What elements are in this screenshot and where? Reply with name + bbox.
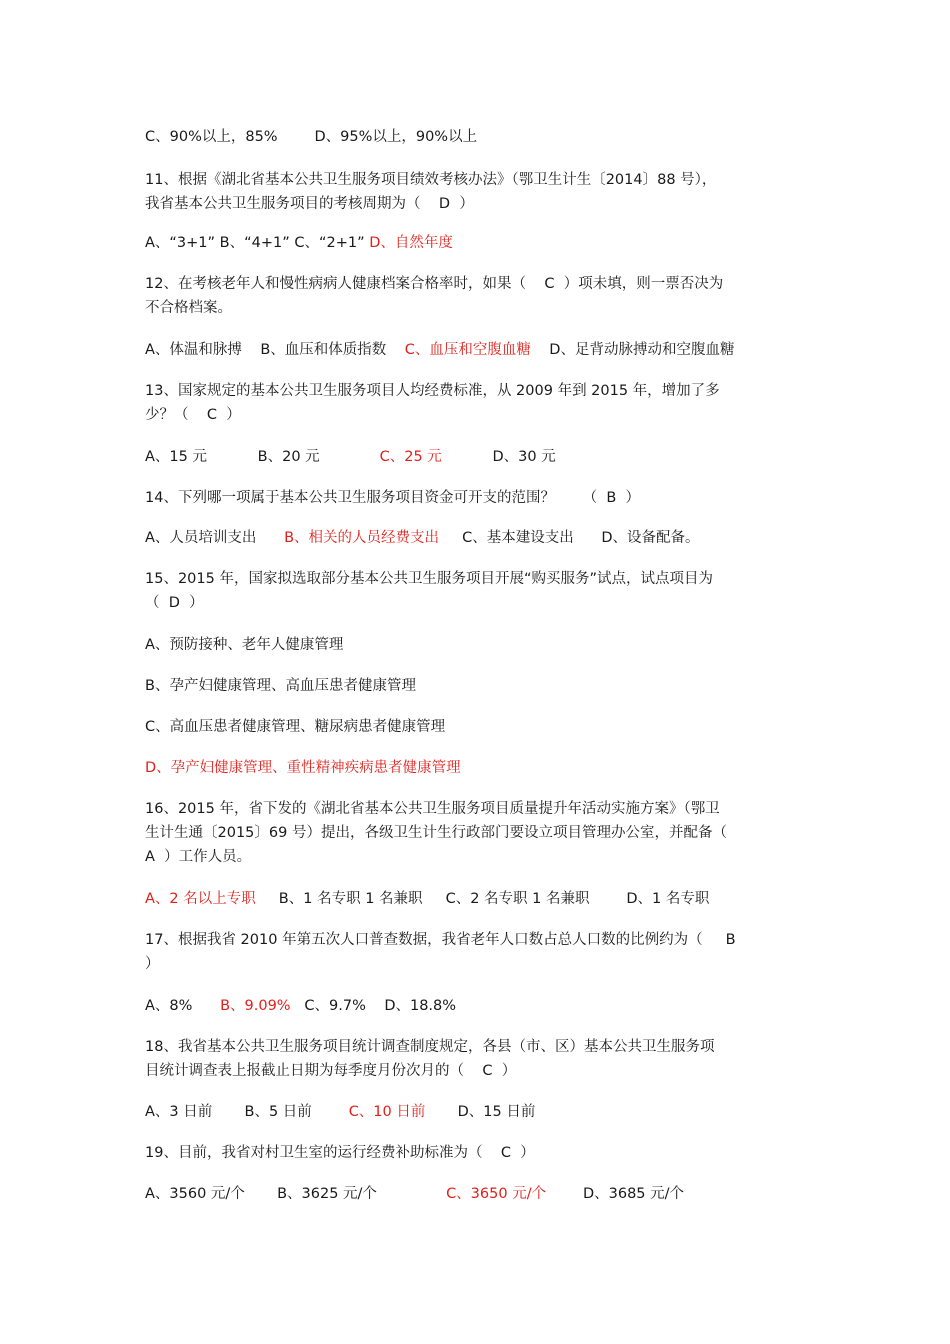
text-segment: A、“3+1” B、“4+1” C、“2+1” <box>145 235 370 251</box>
text-segment: C、9.7% D、18.8% <box>290 998 457 1014</box>
text-line <box>145 194 474 214</box>
text-line <box>145 233 453 253</box>
text-line <box>145 569 713 589</box>
text-segment: C、90%以上，85% D、95%以上，90%以上 <box>145 129 478 145</box>
text-segment: A、人员培训支出 <box>145 530 285 546</box>
text-segment: A、8% <box>145 998 221 1014</box>
text-line <box>145 889 709 909</box>
text-segment: 我省基本公共卫生服务项目的考核周期为（ D ） <box>145 196 474 212</box>
text-segment: 12、在考核老年人和慢性病病人健康档案合格率时，如果（ C ）项未填，则一票否决为 <box>145 276 724 292</box>
text-line <box>145 593 204 613</box>
text-line <box>145 996 456 1016</box>
text-line <box>145 1061 516 1081</box>
text-segment: A ）工作人员。 <box>145 849 252 865</box>
answer-highlight: D、自然年度 <box>369 235 453 251</box>
text-segment: 15、2015 年，国家拟选取部分基本公共卫生服务项目开展“购买服务”试点，试点项目为 <box>145 571 713 587</box>
text-segment: 少？（ C ） <box>145 407 241 423</box>
answer-highlight: B、相关的人员经费支出 <box>284 530 440 546</box>
text-segment: 16、2015 年，省下发的《湖北省基本公共卫生服务项目质量提升年活动实施方案》（鄂卫 <box>145 801 720 817</box>
text-line <box>145 127 477 147</box>
text-segment: A、体温和脉搏 B、血压和体质指数 <box>145 342 405 358</box>
text-segment: 14、下列哪一项属于基本公共卫生服务项目资金可开支的范围？ （ B ） <box>145 490 640 506</box>
answer-highlight: C、血压和空腹血糖 <box>404 342 531 358</box>
text-line <box>145 847 251 867</box>
text-segment: D、30 元 <box>441 449 556 465</box>
text-segment: D、15 日前 <box>425 1104 536 1120</box>
text-segment: 18、我省基本公共卫生服务项目统计调查制度规定，各县（市、区）基本公共卫生服务项 <box>145 1039 715 1055</box>
text-line <box>145 1037 714 1057</box>
text-segment: 目统计调查表上报截止日期为每季度月份次月的（ C ） <box>145 1063 517 1079</box>
text-line <box>145 1102 535 1122</box>
answer-highlight: D、孕产妇健康管理、重性精神疾病患者健康管理 <box>145 760 461 776</box>
text-segment: C、基本建设支出 D、设备配备。 <box>439 530 700 546</box>
text-line <box>145 799 720 819</box>
text-line <box>145 488 640 508</box>
text-segment: 17、根据我省 2010 年第五次人口普查数据，我省老年人口数占总人口数的比例约为（ B <box>145 932 736 948</box>
text-line <box>145 340 734 360</box>
text-segment: A、15 元 B、20 元 <box>145 449 380 465</box>
text-line <box>145 635 343 655</box>
text-segment: 不合格档案。 <box>145 300 232 316</box>
text-line <box>145 823 727 843</box>
text-segment: A、3 日前 B、5 日前 <box>145 1104 349 1120</box>
text-segment: B、孕产妇健康管理、高血压患者健康管理 <box>145 678 416 694</box>
text-line <box>145 447 556 467</box>
text-line <box>145 274 723 294</box>
text-segment: B、1 名专职 1 名兼职 C、2 名专职 1 名兼职 D、1 名专职 <box>255 891 710 907</box>
text-segment: A、预防接种、老年人健康管理 <box>145 637 344 653</box>
text-segment: 11、根据《湖北省基本公共卫生服务项目绩效考核办法》（鄂卫生计生〔2014〕88 号）， <box>145 172 717 188</box>
text-segment: D、3685 元/个 <box>546 1186 685 1202</box>
answer-highlight: B、9.09% <box>220 998 291 1014</box>
answer-highlight: C、3650 元/个 <box>446 1186 547 1202</box>
text-line <box>145 381 720 401</box>
text-segment: A、3560 元/个 B、3625 元/个 <box>145 1186 447 1202</box>
text-line <box>145 676 416 696</box>
text-segment: （ D ） <box>145 595 204 611</box>
text-line <box>145 1184 684 1204</box>
answer-highlight: C、25 元 <box>379 449 442 465</box>
text-line <box>145 930 736 950</box>
text-line <box>145 298 232 318</box>
answer-highlight: C、10 日前 <box>348 1104 426 1120</box>
text-segment: 13、国家规定的基本公共卫生服务项目人均经费标准，从 2009 年到 2015 年，增加了多 <box>145 383 720 399</box>
text-line <box>145 758 461 778</box>
text-segment: ） <box>145 956 160 972</box>
text-segment: C、高血压患者健康管理、糖尿病患者健康管理 <box>145 719 446 735</box>
text-line <box>145 170 716 190</box>
text-segment: D、足背动脉搏动和空腹血糖 <box>530 342 735 358</box>
text-line <box>145 954 160 974</box>
text-segment: 19、目前，我省对村卫生室的运行经费补助标准为（ C ） <box>145 1145 535 1161</box>
text-line <box>145 717 445 737</box>
text-line <box>145 405 241 425</box>
text-segment: 生计生通〔2015〕69 号）提出，各级卫生计生行政部门要设立项目管理办公室，并配备（ <box>145 825 727 841</box>
text-line <box>145 528 700 548</box>
text-line <box>145 1143 535 1163</box>
answer-highlight: A、2 名以上专职 <box>145 891 256 907</box>
